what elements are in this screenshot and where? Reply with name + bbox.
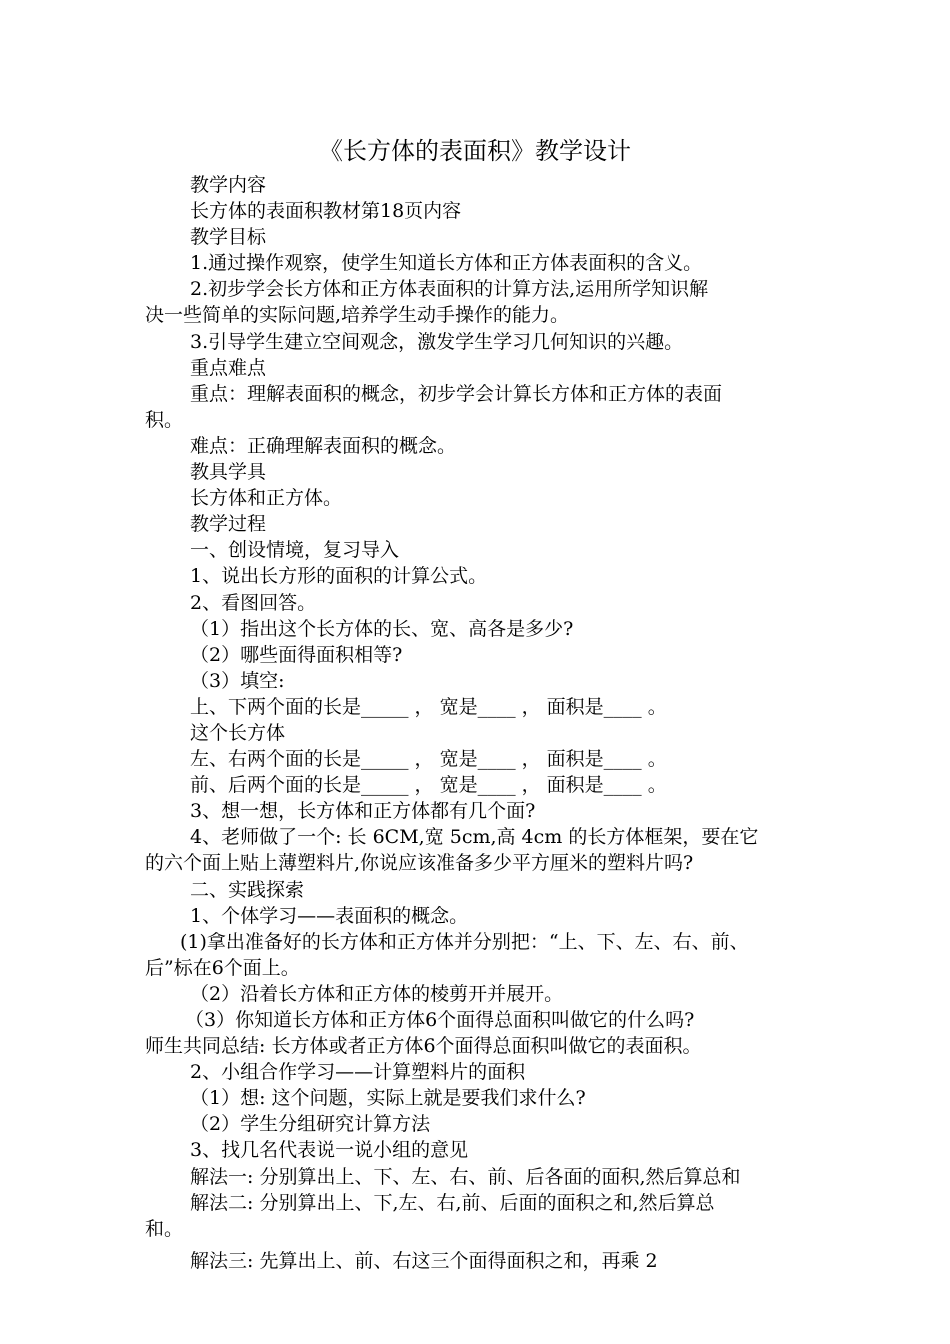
paragraph: (1)拿出准备好的长方体和正方体并分别把：“上、下、左、右、前、 xyxy=(180,930,749,953)
paragraph: 4、老师做了一个: 长 6CM,宽 5cm,高 4cm 的长方体框架，要在它 xyxy=(190,826,759,849)
fill-blank-line: 左、右两个面的长是_____ ， 宽是____ ， 面积是____ 。 xyxy=(190,748,667,771)
paragraph: 3、想一想，长方体和正方体都有几个面? xyxy=(190,800,536,823)
paragraph: （2）学生分组研究计算方法 xyxy=(190,1113,431,1136)
paragraph: 长方体和正方体。 xyxy=(190,487,343,510)
paragraph: 1、个体学习——表面积的概念。 xyxy=(190,904,469,927)
paragraph: 重点：理解表面积的概念，初步学会计算长方体和正方体的表面 xyxy=(190,382,723,405)
paragraph: 2.初步学会长方体和正方体表面积的计算方法,运用所学知识解 xyxy=(190,278,709,301)
paragraph-continuation: 积。 xyxy=(145,408,184,431)
question-item: （2）哪些面得面积相等? xyxy=(190,643,403,666)
section-heading: 重点难点 xyxy=(190,356,267,379)
paragraph: 3.引导学生建立空间观念，激发学生学习几何知识的兴趣。 xyxy=(190,330,684,353)
question-item: （3）填空: xyxy=(190,669,285,692)
section-heading: 教学目标 xyxy=(190,226,267,249)
paragraph: 1、说出长方形的面积的计算公式。 xyxy=(190,565,488,588)
paragraph: （1）想: 这个问题，实际上就是要我们求什么? xyxy=(190,1087,586,1110)
fill-blank-line: 上、下两个面的长是_____ ， 宽是____ ， 面积是____ 。 xyxy=(190,695,667,718)
paragraph: 3、找几名代表说一说小组的意见 xyxy=(190,1139,469,1162)
paragraph: 师生共同总结: 长方体或者正方体6个面得总面积叫做它的表面积。 xyxy=(145,1035,702,1058)
paragraph: 1.通过操作观察，使学生知道长方体和正方体表面积的含义。 xyxy=(190,252,703,275)
paragraph: 一、创设情境，复习导入 xyxy=(190,539,400,562)
document-body xyxy=(145,172,835,1274)
paragraph: 2、小组合作学习——计算塑料片的面积 xyxy=(190,1061,526,1084)
solution-line: 解法二: 分别算出上、下,左、右,前、后面的面积之和,然后算总 xyxy=(190,1191,715,1214)
question-item: （1）指出这个长方体的长、宽、高各是多少? xyxy=(190,617,574,640)
paragraph-continuation: 后”标在6个面上。 xyxy=(145,956,300,979)
paragraph: （3）你知道长方体和正方体6个面得总面积叫做它的什么吗? xyxy=(185,1009,695,1031)
paragraph: （2）沿着长方体和正方体的棱剪开并展开。 xyxy=(190,982,564,1005)
section-heading: 二、实践探索 xyxy=(190,878,305,901)
paragraph: 长方体的表面积教材第18页内容 xyxy=(190,200,462,223)
solution-line: 解法三: 先算出上、前、右这三个面得面积之和，再乘 2 xyxy=(190,1249,658,1272)
solution-line: 解法一: 分别算出上、下、左、右、前、后各面的面积,然后算总和 xyxy=(190,1165,741,1188)
paragraph: 这个长方体 xyxy=(190,721,286,744)
section-heading: 教学过程 xyxy=(190,513,267,536)
paragraph: 难点：正确理解表面积的概念。 xyxy=(190,434,457,457)
document-title: 《长方体的表面积》教学设计 xyxy=(319,137,631,165)
section-heading: 教学内容 xyxy=(190,174,267,196)
paragraph-continuation: 的六个面上贴上薄塑料片,你说应该准备多少平方厘米的塑料片吗? xyxy=(145,852,694,875)
section-heading: 教具学具 xyxy=(190,461,267,484)
paragraph-continuation: 决一些简单的实际问题,培养学生动手操作的能力。 xyxy=(145,304,570,327)
paragraph: 2、看图回答。 xyxy=(190,591,317,614)
paragraph-continuation: 和。 xyxy=(145,1217,184,1240)
fill-blank-line: 前、后两个面的长是_____ ， 宽是____ ， 面积是____ 。 xyxy=(190,774,667,797)
